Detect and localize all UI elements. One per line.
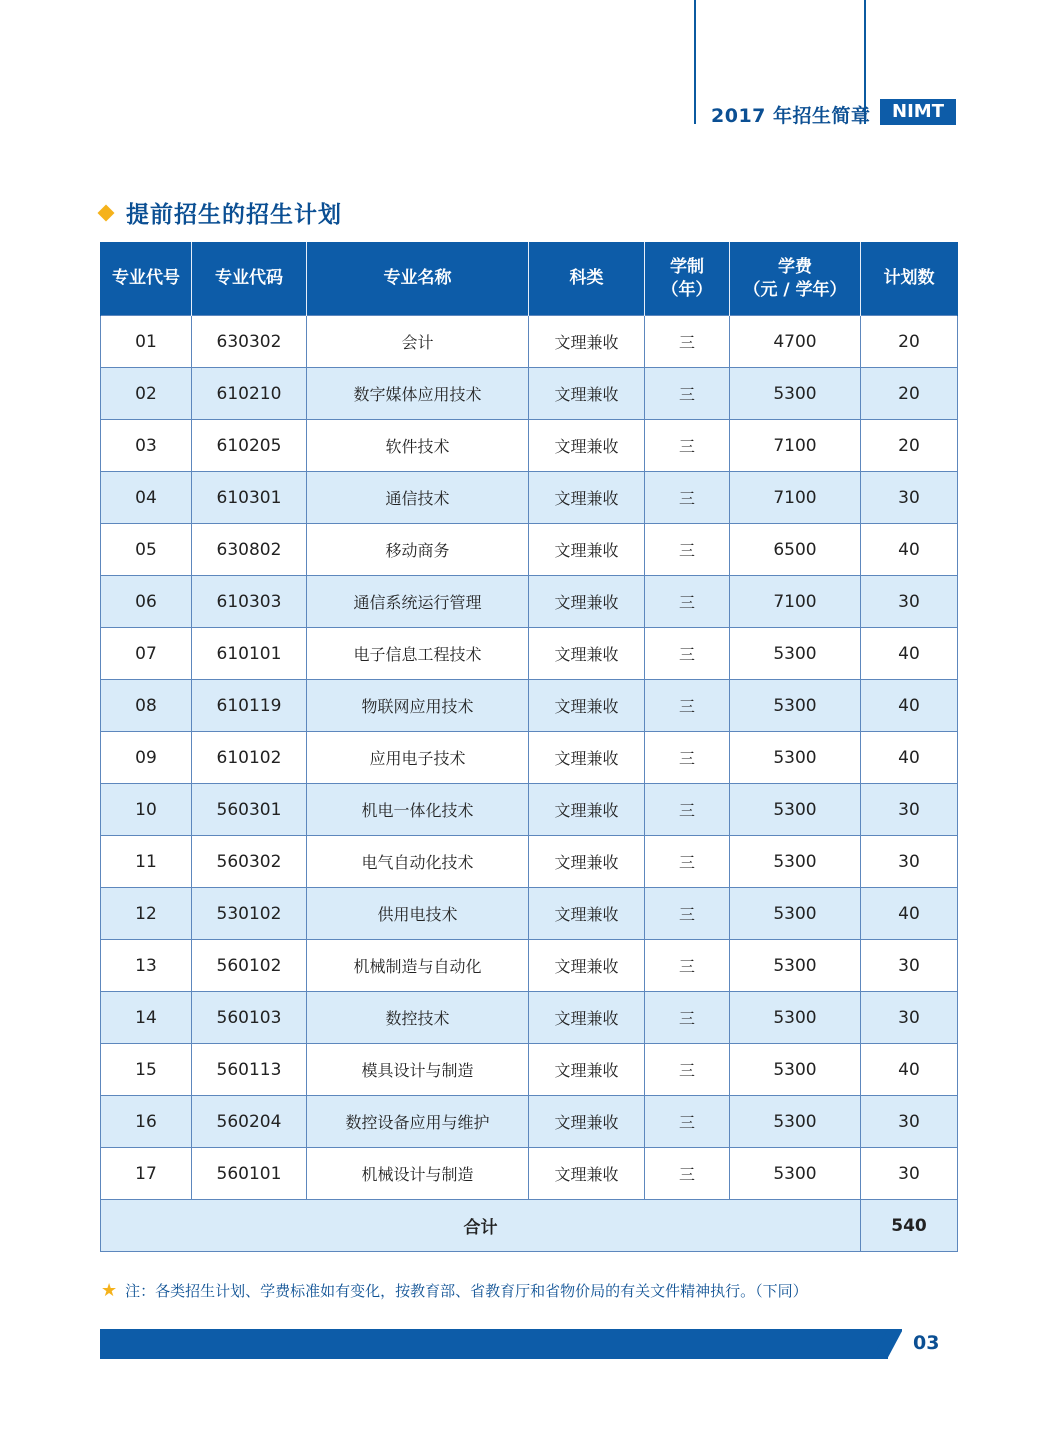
cell-quota: 30: [861, 836, 958, 888]
table-row: [101, 524, 958, 576]
cell-duration: 三: [645, 836, 730, 888]
section-title: 提前招生的招生计划: [126, 202, 342, 228]
header-category: 科类: [529, 242, 645, 316]
cell-category: 文理兼收: [529, 888, 645, 940]
cell-tuition: 7100: [730, 576, 861, 628]
cell-major-no: 02: [101, 368, 192, 420]
cell-duration: 三: [645, 1044, 730, 1096]
cell-tuition: 5300: [730, 992, 861, 1044]
cell-category: 文理兼收: [529, 524, 645, 576]
cell-major-code: 630802: [192, 524, 307, 576]
footnote-text: 注：各类招生计划、学费标准如有变化，按教育部、省教育厅和省物价局的有关文件精神执行。（下同）: [125, 1282, 808, 1300]
cell-major-no: 11: [101, 836, 192, 888]
cell-quota: 40: [861, 680, 958, 732]
cell-duration: 三: [645, 1148, 730, 1200]
diamond-bullet-icon: [98, 204, 115, 221]
table-row: [101, 888, 958, 940]
table-row: [101, 992, 958, 1044]
cell-major-name: 模具设计与制造: [307, 1044, 529, 1096]
cell-major-name: 物联网应用技术: [307, 680, 529, 732]
cell-duration: 三: [645, 576, 730, 628]
table-row: [101, 420, 958, 472]
cell-duration: 三: [645, 888, 730, 940]
cell-quota: 30: [861, 1148, 958, 1200]
cell-major-no: 09: [101, 732, 192, 784]
table-total-row: [101, 1200, 958, 1252]
table-row: [101, 1044, 958, 1096]
cell-category: 文理兼收: [529, 732, 645, 784]
cell-tuition: 5300: [730, 732, 861, 784]
cell-major-code: 560204: [192, 1096, 307, 1148]
cell-duration: 三: [645, 524, 730, 576]
footer-bar: [100, 1329, 956, 1359]
total-label: 合计: [101, 1200, 861, 1252]
table-row: [101, 1096, 958, 1148]
cell-major-code: 530102: [192, 888, 307, 940]
cell-category: 文理兼收: [529, 472, 645, 524]
cell-duration: 三: [645, 732, 730, 784]
cell-category: 文理兼收: [529, 420, 645, 472]
table-row: [101, 368, 958, 420]
cell-major-name: 机电一体化技术: [307, 784, 529, 836]
cell-duration: 三: [645, 680, 730, 732]
cell-quota: 30: [861, 784, 958, 836]
cell-major-name: 机械制造与自动化: [307, 940, 529, 992]
cell-tuition: 5300: [730, 836, 861, 888]
table-row: [101, 940, 958, 992]
cell-duration: 三: [645, 420, 730, 472]
header-divider-left: [694, 0, 696, 124]
cell-category: 文理兼收: [529, 576, 645, 628]
cell-major-code: 630302: [192, 316, 307, 368]
table-row: [101, 576, 958, 628]
cell-duration: 三: [645, 784, 730, 836]
cell-major-no: 16: [101, 1096, 192, 1148]
cell-major-no: 12: [101, 888, 192, 940]
cell-major-no: 17: [101, 1148, 192, 1200]
cell-quota: 30: [861, 1096, 958, 1148]
cell-major-no: 08: [101, 680, 192, 732]
cell-tuition: 5300: [730, 1148, 861, 1200]
cell-category: 文理兼收: [529, 1096, 645, 1148]
cell-quota: 20: [861, 420, 958, 472]
cell-major-name: 电子信息工程技术: [307, 628, 529, 680]
header-quota: 计划数: [861, 242, 958, 316]
cell-major-name: 移动商务: [307, 524, 529, 576]
star-icon: ★: [101, 1280, 118, 1301]
cell-duration: 三: [645, 1096, 730, 1148]
header-major-no: 专业代号: [101, 242, 192, 316]
cell-major-no: 13: [101, 940, 192, 992]
cell-quota: 20: [861, 368, 958, 420]
cell-tuition: 5300: [730, 888, 861, 940]
cell-tuition: 5300: [730, 628, 861, 680]
cell-category: 文理兼收: [529, 628, 645, 680]
table-row: [101, 732, 958, 784]
cell-major-name: 通信系统运行管理: [307, 576, 529, 628]
cell-tuition: 7100: [730, 420, 861, 472]
cell-category: 文理兼收: [529, 940, 645, 992]
table-row: [101, 680, 958, 732]
cell-quota: 40: [861, 732, 958, 784]
cell-major-code: 610119: [192, 680, 307, 732]
cell-major-name: 软件技术: [307, 420, 529, 472]
cell-major-code: 610101: [192, 628, 307, 680]
page-number: 03: [913, 1332, 940, 1354]
cell-duration: 三: [645, 940, 730, 992]
table-row: [101, 316, 958, 368]
cell-tuition: 6500: [730, 524, 861, 576]
cell-major-code: 560301: [192, 784, 307, 836]
cell-tuition: 5300: [730, 368, 861, 420]
cell-quota: 30: [861, 940, 958, 992]
cell-tuition: 5300: [730, 1044, 861, 1096]
cell-major-code: 610210: [192, 368, 307, 420]
footnote: [101, 1280, 808, 1301]
cell-major-name: 供用电技术: [307, 888, 529, 940]
cell-major-no: 06: [101, 576, 192, 628]
cell-quota: 30: [861, 992, 958, 1044]
cell-category: 文理兼收: [529, 680, 645, 732]
cell-major-no: 15: [101, 1044, 192, 1096]
cell-major-no: 07: [101, 628, 192, 680]
cell-category: 文理兼收: [529, 836, 645, 888]
cell-duration: 三: [645, 628, 730, 680]
cell-major-name: 机械设计与制造: [307, 1148, 529, 1200]
table-row: [101, 628, 958, 680]
cell-major-code: 610303: [192, 576, 307, 628]
header-major-name: 专业名称: [307, 242, 529, 316]
cell-quota: 30: [861, 472, 958, 524]
table-row: [101, 1148, 958, 1200]
cell-major-code: 560102: [192, 940, 307, 992]
cell-major-no: 04: [101, 472, 192, 524]
cell-duration: 三: [645, 316, 730, 368]
cell-tuition: 4700: [730, 316, 861, 368]
cell-tuition: 7100: [730, 472, 861, 524]
cell-tuition: 5300: [730, 940, 861, 992]
header-tuition: 学费 （元 / 学年）: [730, 242, 861, 316]
cell-major-name: 数控设备应用与维护: [307, 1096, 529, 1148]
cell-major-no: 14: [101, 992, 192, 1044]
cell-tuition: 5300: [730, 1096, 861, 1148]
cell-quota: 40: [861, 1044, 958, 1096]
brand-badge: NIMT: [880, 99, 956, 125]
document-title: 2017 年招生简章: [711, 105, 871, 127]
cell-major-code: 610102: [192, 732, 307, 784]
header-major-code: 专业代码: [192, 242, 307, 316]
cell-major-no: 10: [101, 784, 192, 836]
cell-major-no: 01: [101, 316, 192, 368]
cell-major-code: 560103: [192, 992, 307, 1044]
cell-major-name: 应用电子技术: [307, 732, 529, 784]
header-duration: 学制 （年）: [645, 242, 730, 316]
cell-quota: 40: [861, 524, 958, 576]
cell-quota: 30: [861, 576, 958, 628]
cell-quota: 40: [861, 888, 958, 940]
cell-duration: 三: [645, 368, 730, 420]
cell-major-name: 数字媒体应用技术: [307, 368, 529, 420]
cell-tuition: 5300: [730, 680, 861, 732]
cell-major-code: 560113: [192, 1044, 307, 1096]
cell-category: 文理兼收: [529, 1044, 645, 1096]
section-heading: [100, 196, 342, 229]
table-row: [101, 784, 958, 836]
cell-quota: 20: [861, 316, 958, 368]
cell-category: 文理兼收: [529, 316, 645, 368]
cell-major-name: 通信技术: [307, 472, 529, 524]
cell-category: 文理兼收: [529, 1148, 645, 1200]
cell-major-name: 数控技术: [307, 992, 529, 1044]
table-row: [101, 836, 958, 888]
footer-slash-icon: [872, 1329, 902, 1359]
cell-category: 文理兼收: [529, 784, 645, 836]
cell-duration: 三: [645, 472, 730, 524]
total-value: 540: [861, 1200, 958, 1252]
cell-category: 文理兼收: [529, 992, 645, 1044]
cell-major-code: 560302: [192, 836, 307, 888]
table-row: [101, 472, 958, 524]
cell-major-code: 610205: [192, 420, 307, 472]
cell-major-code: 610301: [192, 472, 307, 524]
cell-major-no: 03: [101, 420, 192, 472]
cell-major-name: 电气自动化技术: [307, 836, 529, 888]
enrollment-plan-table: [100, 242, 958, 1252]
cell-quota: 40: [861, 628, 958, 680]
cell-major-name: 会计: [307, 316, 529, 368]
table-header-row: [101, 242, 958, 316]
cell-major-no: 05: [101, 524, 192, 576]
cell-category: 文理兼收: [529, 368, 645, 420]
cell-duration: 三: [645, 992, 730, 1044]
cell-major-code: 560101: [192, 1148, 307, 1200]
cell-tuition: 5300: [730, 784, 861, 836]
